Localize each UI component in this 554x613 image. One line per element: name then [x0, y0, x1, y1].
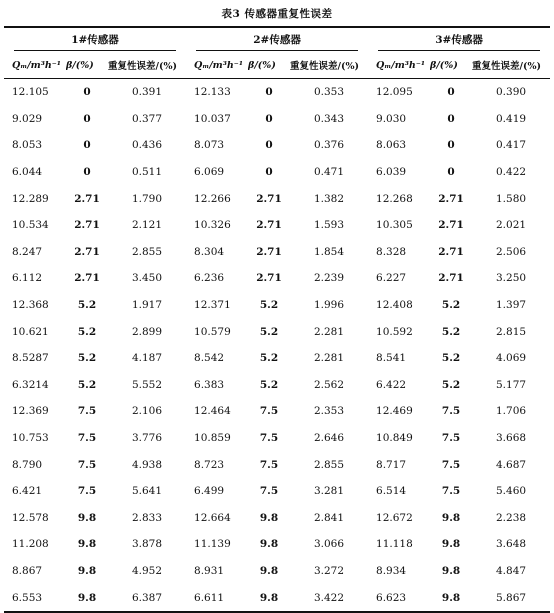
flow-cell: 10.621 [12, 325, 49, 338]
beta-cell: 7.5 [77, 405, 97, 418]
error-cell: 3.450 [131, 272, 163, 285]
col-header-error: 重复性误差/(%) [472, 52, 550, 79]
error-cell: 0.419 [496, 112, 527, 125]
table-row [4, 451, 550, 478]
flow-cell: 8.328 [376, 245, 407, 258]
flow-cell: 8.063 [376, 139, 407, 152]
error-cell: 1.382 [313, 192, 345, 205]
beta-cell: 7.5 [441, 458, 461, 471]
flow-cell: 8.304 [194, 245, 225, 258]
error-cell: 5.460 [496, 485, 527, 498]
flow-cell: 12.133 [194, 86, 231, 99]
error-cell: 0.422 [496, 166, 527, 179]
flow-cell: 6.422 [376, 378, 407, 391]
flow-cell: 6.112 [12, 272, 43, 285]
table-row [4, 79, 550, 106]
error-cell: 4.687 [496, 458, 527, 471]
beta-cell: 2.71 [74, 272, 100, 285]
beta-cell: 2.71 [74, 192, 100, 205]
flow-cell: 6.553 [4, 584, 66, 612]
beta-cell: 5.2 [441, 325, 461, 338]
beta-cell: 5.2 [77, 325, 97, 338]
error-cell: 2.506 [496, 245, 527, 258]
beta-cell: 5.2 [441, 299, 461, 312]
flow-cell: 6.044 [12, 166, 43, 179]
flow-cell: 10.037 [194, 112, 231, 125]
sensor-group-header: 1#传感器 [4, 27, 186, 52]
error-cell: 1.917 [131, 299, 163, 312]
error-cell: 2.281 [313, 352, 345, 365]
beta-cell: 5.2 [259, 378, 279, 391]
flow-cell: 6.499 [194, 485, 225, 498]
error-cell: 2.021 [496, 219, 527, 232]
flow-cell: 8.867 [12, 564, 43, 577]
flow-cell: 12.664 [194, 511, 231, 524]
table-row [4, 505, 550, 532]
table-row [4, 212, 550, 239]
flow-cell: 10.753 [12, 432, 49, 445]
beta-cell: 9.8 [66, 584, 108, 612]
error-cell: 6.387 [108, 584, 186, 612]
error-cell: 1.854 [313, 245, 345, 258]
beta-cell: 9.8 [248, 584, 290, 612]
beta-cell: 0 [447, 112, 455, 125]
beta-cell: 2.71 [256, 192, 282, 205]
beta-cell: 9.8 [441, 511, 461, 524]
beta-cell: 2.71 [438, 245, 464, 258]
error-cell: 2.855 [131, 245, 163, 258]
beta-cell: 5.2 [77, 299, 97, 312]
flow-cell: 9.030 [376, 112, 407, 125]
error-cell: 4.952 [131, 564, 163, 577]
flow-cell: 10.579 [194, 325, 231, 338]
beta-cell: 9.8 [430, 584, 472, 612]
error-cell: 1.706 [496, 405, 527, 418]
beta-cell: 7.5 [259, 432, 279, 445]
flow-cell: 12.408 [376, 299, 413, 312]
beta-cell: 7.5 [77, 432, 97, 445]
table-body [4, 79, 550, 612]
error-cell: 3.250 [496, 272, 527, 285]
error-cell: 1.593 [313, 219, 345, 232]
error-cell: 5.177 [496, 378, 527, 391]
flow-cell: 12.371 [194, 299, 231, 312]
flow-cell: 12.289 [12, 192, 49, 205]
beta-cell: 5.2 [259, 352, 279, 365]
table-row [4, 398, 550, 425]
beta-cell: 0 [83, 86, 91, 99]
error-cell: 4.187 [131, 352, 163, 365]
flow-cell: 11.139 [194, 538, 231, 551]
error-cell: 1.580 [496, 192, 527, 205]
col-header-error: 重复性误差/(%) [108, 52, 186, 79]
flow-cell: 11.118 [376, 538, 413, 551]
beta-cell: 9.8 [259, 511, 279, 524]
col-header-flow: Qₘ/m³h⁻¹ [186, 52, 248, 79]
beta-cell: 9.8 [77, 564, 97, 577]
flow-cell: 6.623 [368, 584, 430, 612]
table-row [4, 558, 550, 585]
flow-cell: 8.542 [194, 352, 225, 365]
error-cell: 4.938 [131, 458, 163, 471]
beta-cell: 2.71 [74, 219, 100, 232]
flow-cell: 8.931 [194, 564, 225, 577]
flow-cell: 12.578 [12, 511, 49, 524]
table-row [4, 106, 550, 133]
error-cell: 2.815 [496, 325, 527, 338]
beta-cell: 9.8 [77, 511, 97, 524]
error-cell: 1.397 [496, 299, 527, 312]
beta-cell: 7.5 [77, 458, 97, 471]
error-cell: 2.238 [496, 511, 527, 524]
beta-cell: 5.2 [259, 325, 279, 338]
flow-cell: 6.236 [194, 272, 225, 285]
table-row [4, 372, 550, 399]
error-cell: 1.790 [131, 192, 163, 205]
error-cell: 5.867 [472, 584, 550, 612]
beta-cell: 0 [83, 166, 91, 179]
beta-cell: 0 [83, 112, 91, 125]
error-cell: 4.069 [496, 352, 527, 365]
flow-cell: 9.029 [12, 112, 43, 125]
error-cell: 1.996 [313, 299, 345, 312]
flow-cell: 6.3214 [12, 378, 49, 391]
error-cell: 3.272 [313, 564, 345, 577]
beta-cell: 2.71 [256, 272, 282, 285]
beta-cell: 0 [83, 139, 91, 152]
error-cell: 2.855 [313, 458, 345, 471]
table-row [4, 425, 550, 452]
error-cell: 5.552 [131, 378, 163, 391]
beta-cell: 7.5 [259, 458, 279, 471]
flow-cell: 8.723 [194, 458, 225, 471]
col-header-flow: Qₘ/m³h⁻¹ [368, 52, 430, 79]
flow-cell: 12.672 [376, 511, 413, 524]
beta-cell: 5.2 [77, 352, 97, 365]
flow-cell: 11.208 [12, 538, 49, 551]
error-cell: 3.422 [290, 584, 368, 612]
error-cell: 3.668 [496, 432, 527, 445]
sensor-group-header: 3#传感器 [368, 27, 550, 52]
error-cell: 0.377 [131, 112, 163, 125]
table-row [4, 265, 550, 292]
beta-cell: 2.71 [438, 272, 464, 285]
flow-cell: 8.717 [376, 458, 407, 471]
error-cell: 0.390 [496, 86, 527, 99]
sensor-header-row [4, 27, 550, 52]
error-cell: 4.847 [496, 564, 527, 577]
beta-cell: 9.8 [77, 538, 97, 551]
flow-cell: 12.369 [12, 405, 49, 418]
flow-cell: 6.069 [194, 166, 225, 179]
error-cell: 2.899 [131, 325, 163, 338]
error-cell: 0.471 [313, 166, 345, 179]
column-header-row [4, 52, 550, 79]
col-header-beta: β/(%) [66, 52, 108, 79]
table-row [4, 132, 550, 159]
error-cell: 3.776 [131, 432, 163, 445]
flow-cell: 8.934 [376, 564, 407, 577]
beta-cell: 2.71 [438, 192, 464, 205]
beta-cell: 0 [265, 139, 273, 152]
flow-cell: 12.095 [376, 86, 413, 99]
error-cell: 0.353 [313, 86, 345, 99]
table-caption: 表3 传感器重复性误差 [221, 8, 333, 20]
flow-cell: 6.227 [376, 272, 407, 285]
flow-cell: 6.039 [376, 166, 407, 179]
col-header-error: 重复性误差/(%) [290, 52, 368, 79]
table-row [4, 478, 550, 505]
table-row [4, 239, 550, 266]
beta-cell: 0 [447, 86, 455, 99]
beta-cell: 7.5 [441, 405, 461, 418]
beta-cell: 9.8 [441, 564, 461, 577]
table-row [4, 318, 550, 345]
beta-cell: 9.8 [441, 538, 461, 551]
flow-cell: 8.541 [376, 352, 407, 365]
flow-cell: 10.534 [12, 219, 49, 232]
error-cell: 0.436 [131, 139, 163, 152]
beta-cell: 2.71 [438, 219, 464, 232]
error-cell: 3.648 [496, 538, 527, 551]
flow-cell: 6.421 [12, 485, 43, 498]
beta-cell: 0 [265, 166, 273, 179]
flow-cell: 10.305 [376, 219, 413, 232]
beta-cell: 0 [447, 139, 455, 152]
table-row [4, 185, 550, 212]
flow-cell: 10.849 [376, 432, 413, 445]
table-row [4, 345, 550, 372]
col-header-beta: β/(%) [248, 52, 290, 79]
repeatability-table [4, 26, 550, 613]
error-cell: 2.121 [131, 219, 163, 232]
error-cell: 2.562 [313, 378, 345, 391]
error-cell: 2.841 [313, 511, 345, 524]
error-cell: 5.641 [131, 485, 163, 498]
error-cell: 2.106 [131, 405, 163, 418]
flow-cell: 6.383 [194, 378, 225, 391]
flow-cell: 10.326 [194, 219, 231, 232]
error-cell: 2.281 [313, 325, 345, 338]
error-cell: 0.376 [313, 139, 345, 152]
beta-cell: 7.5 [259, 485, 279, 498]
error-cell: 3.281 [313, 485, 345, 498]
beta-cell: 5.2 [441, 378, 461, 391]
flow-cell: 12.469 [376, 405, 413, 418]
beta-cell: 2.71 [74, 245, 100, 258]
flow-cell: 10.592 [376, 325, 413, 338]
flow-cell: 8.790 [12, 458, 43, 471]
col-header-flow: Qₘ/m³h⁻¹ [4, 52, 66, 79]
error-cell: 2.353 [313, 405, 345, 418]
error-cell: 3.878 [131, 538, 163, 551]
error-cell: 3.066 [313, 538, 345, 551]
flow-cell: 10.859 [194, 432, 231, 445]
beta-cell: 5.2 [441, 352, 461, 365]
flow-cell: 6.514 [376, 485, 407, 498]
col-header-beta: β/(%) [430, 52, 472, 79]
table-row [4, 584, 550, 612]
beta-cell: 7.5 [441, 485, 461, 498]
flow-cell: 12.105 [12, 86, 49, 99]
beta-cell: 2.71 [256, 245, 282, 258]
beta-cell: 9.8 [259, 538, 279, 551]
flow-cell: 12.464 [194, 405, 231, 418]
flow-cell: 8.247 [12, 245, 43, 258]
table-row [4, 292, 550, 319]
flow-cell: 8.053 [12, 139, 43, 152]
beta-cell: 7.5 [259, 405, 279, 418]
table-row [4, 531, 550, 558]
flow-cell: 8.073 [194, 139, 225, 152]
beta-cell: 5.2 [77, 378, 97, 391]
beta-cell: 5.2 [259, 299, 279, 312]
flow-cell: 12.268 [376, 192, 413, 205]
error-cell: 2.239 [313, 272, 345, 285]
error-cell: 0.511 [131, 166, 163, 179]
beta-cell: 2.71 [256, 219, 282, 232]
beta-cell: 7.5 [77, 485, 97, 498]
beta-cell: 7.5 [441, 432, 461, 445]
flow-cell: 8.5287 [12, 352, 49, 365]
error-cell: 2.833 [131, 511, 163, 524]
beta-cell: 0 [265, 86, 273, 99]
error-cell: 0.391 [131, 86, 163, 99]
table-row [4, 159, 550, 186]
sensor-group-header: 2#传感器 [186, 27, 368, 52]
beta-cell: 0 [447, 166, 455, 179]
error-cell: 2.646 [313, 432, 345, 445]
flow-cell: 12.368 [12, 299, 49, 312]
beta-cell: 0 [265, 112, 273, 125]
error-cell: 0.343 [313, 112, 345, 125]
beta-cell: 9.8 [259, 564, 279, 577]
flow-cell: 6.611 [186, 584, 248, 612]
error-cell: 0.417 [496, 139, 527, 152]
flow-cell: 12.266 [194, 192, 231, 205]
